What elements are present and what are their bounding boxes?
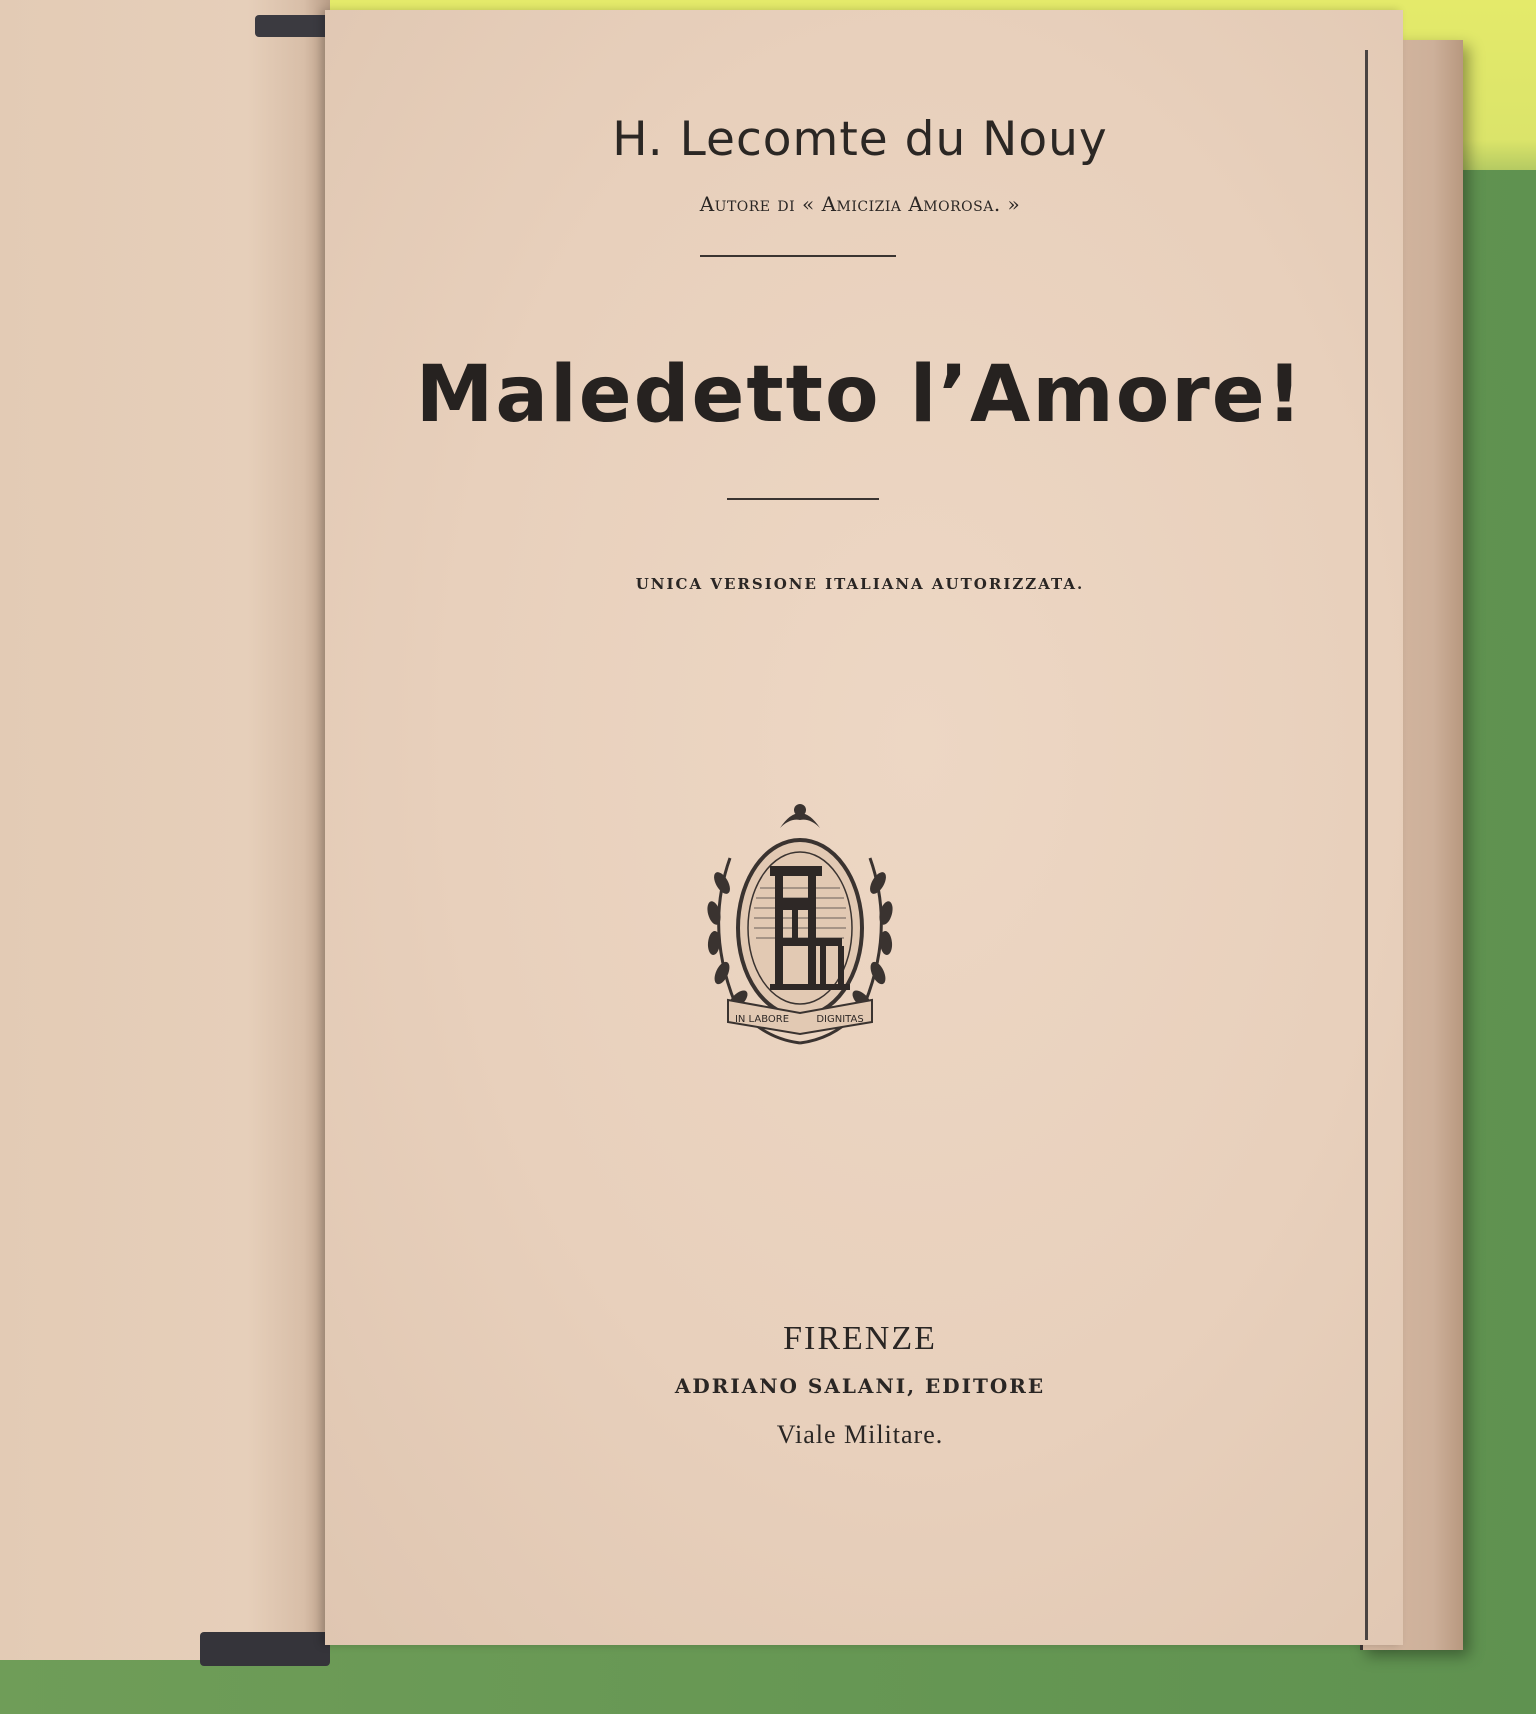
page-edge (1365, 50, 1368, 1640)
emblem-motto-right: DIGNITAS (816, 1014, 864, 1025)
author-note: Autore di « Amicizia Amorosa. » (699, 192, 1021, 216)
edition-note: UNICA VERSIONE ITALIANA AUTORIZZATA. (635, 575, 1085, 593)
book-title: Maledetto l’Amore! (415, 350, 1305, 440)
city: FIRENZE (783, 1320, 937, 1357)
divider-middle (727, 498, 879, 500)
divider-top (700, 255, 896, 257)
left-endpaper (0, 0, 330, 1660)
publisher: ADRIANO SALANI, EDITORE (674, 1374, 1046, 1398)
spine-bottom (200, 1632, 330, 1666)
author-name: H. Lecomte du Nouy (612, 112, 1108, 167)
emblem-motto-left: IN LABORE (734, 1014, 790, 1025)
printing-press-emblem-icon (700, 788, 900, 1063)
address: Viale Militare. (776, 1420, 944, 1449)
